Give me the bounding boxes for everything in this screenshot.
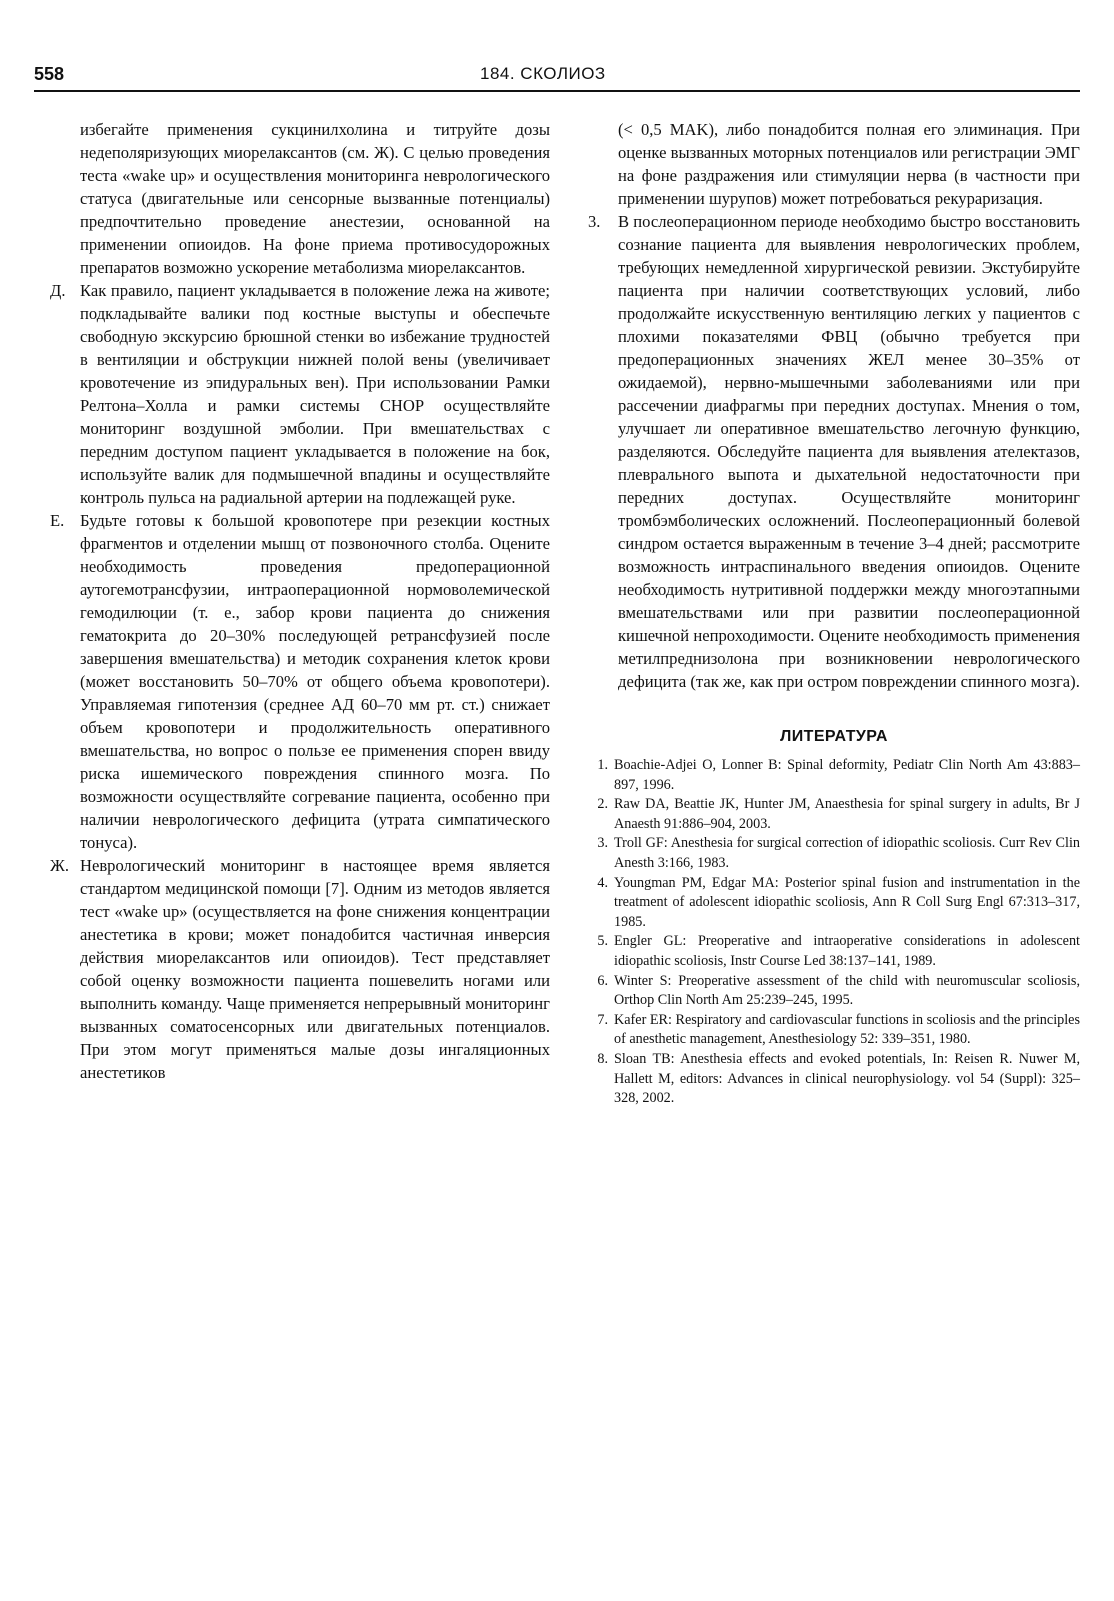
continuation-paragraph: (< 0,5 MAK), либо понадобится полная его элиминация. При оценке вызванных моторных потенциалов или регистрации ЭМГ на фоне раздражения или стимуляции нерва (в частности при применении шурупов) может потребоваться рекураризация. — [618, 120, 1080, 208]
reference-number: 1. — [597, 757, 608, 773]
reference-number: 2. — [597, 796, 608, 813]
reference-item — [588, 1050, 1080, 1109]
list-item-z — [588, 210, 1080, 693]
reference-text: Raw DA, Beattie JK, Hunter JM, Anaesthesia for spinal surgery in adults, Br J Anaesth 91:886–904, 2003. — [614, 796, 1080, 832]
list-item-d — [50, 279, 550, 509]
reference-number: 8. — [597, 1050, 608, 1067]
reference-text: Winter S: Preoperative assessment of the child with neuromuscular scoliosis, Orthop Clin North Am 25:239–245, 1995. — [614, 972, 1080, 1009]
reference-number: 7. — [597, 1011, 608, 1028]
running-head: 184. СКОЛИОЗ — [480, 64, 606, 83]
reference-text: Youngman PM, Edgar MA: Posterior spinal fusion and instrumentation in the treatment of adolescent idiopathic scoliosis, Ann R Coll Surg Engl 67:313–317, 1985. — [614, 874, 1080, 930]
reference-item — [588, 756, 1080, 795]
list-item-text: В послеоперационном периоде необходимо быстро восстановить сознание пациента для выявления неврологических проблем, требующих немедленной хирургической ревизии. Экстубируйте пациента при наличии соответствующих условий, либо продолжайте искусственную вентиляцию легких у пациентов с плохими показателями ФВЦ (обычно требуется при предоперационных значениях ЖЕЛ менее 30–35% от ожидаемой), нервно-мышечными заболеваниями или при рассечении диафрагмы при передних доступах. Мнения о том, улучшает ли оперативное вмешательство легочную функцию, разделяются. Обследуйте пациента для выявления ателектазов, плеврального выпота и дыхательной недостаточности при передних доступах. Осуществляйте мониторинг тромбэмболических осложнений. Послеоперационный болевой синдром остается выраженным в течение 3–4 дней; рассмотрите возможность интраспинального введения опиоидов. Оцените необходимость нутритивной поддержки между многоэтапными вмешательствами или при развитии послеоперационной кишечной непроходимости. Оцените необходимость применения метилпреднизолона при возникновении неврологического дефицита (так же, как при остром повреждении спинного мозга). — [618, 212, 1080, 691]
header-rule — [34, 90, 1080, 92]
reference-item — [588, 795, 1080, 834]
reference-item — [588, 1011, 1080, 1050]
reference-number: 5. — [597, 933, 608, 950]
reference-item — [588, 972, 1080, 1011]
page-number: 558 — [34, 64, 65, 84]
reference-text: Sloan TB: Anesthesia effects and evoked potentials, In: Reisen R. Nuwer M, Hallett M, editors: Advances in clinical neurophysiology. vol 54 (Suppl): 325–328, 2002. — [614, 1050, 1080, 1107]
list-marker: 3. — [588, 212, 601, 231]
reference-item — [588, 874, 1080, 933]
reference-item — [588, 932, 1080, 971]
right-column — [588, 118, 1080, 1109]
list-item-zh — [50, 854, 550, 1084]
intro-paragraph: избегайте применения сукцинилхолина и титруйте дозы недеполяризующих миорелаксантов (см. Ж). С целью проведения теста «wake up» и осуществления мониторинга неврологического статуса (двигательные или сенсорные вызванные потенциалы) предпочтительно проведение анестезии, основанной на применении опиоидов. На фоне приема противосудорожных препаратов возможно ускорение метаболизма миорелаксантов. — [80, 120, 550, 277]
list-marker: Ж. — [50, 856, 70, 875]
reference-item — [588, 834, 1080, 873]
list-marker: Д. — [50, 281, 66, 300]
list-item-text: Будьте готовы к большой кровопотере при резекции костных фрагментов и отделении мышц от позвоночного столба. Оцените необходимость проведения предоперационной аутогемотрансфузии, интраоперационной нормоволемической гемодилюции (т. е., забор крови пациента до снижения гематокрита до 20–30% последующей ретрансфузией после завершения вмешательства) и методик сохранения клеток крови (может восстановить 50–70% от общего объема кровопотери). Управляемая гипотензия (среднее АД 60–70 мм рт. ст.) снижает объем кровопотери и продолжительность оперативного вмешательства, но вопрос о пользе ее применения спорен ввиду риска ишемического повреждения спинного мозга. По возможности осуществляйте согревание пациента, особенно при наличии неврологического дефицита (утрата симпатического тонуса). — [80, 511, 550, 852]
reference-number: 6. — [597, 972, 608, 989]
list-item-e — [50, 509, 550, 854]
literature-heading: ЛИТЕРАТУРА — [780, 728, 888, 745]
reference-number: 3. — [597, 835, 608, 852]
reference-text: Boachie-Adjei O, Lonner B: Spinal deformity, Pediatr Clin North Am 43:883–897, 1996. — [614, 757, 1080, 793]
list-item-text: Неврологический мониторинг в настоящее время является стандартом медицинской помощи [7]. Одним из методов является тест «wake up» (осуществляется на фоне снижения концентрации анестетика в крови; может понадобится частичная инверсия действия миорелаксантов или опиоидов). Тест представляет собой оценку возможности пациента пошевелить ногами или выполнить команду. Чаще применяется непрерывный мониторинг вызванных соматосенсорных или двигательных потенциалов. При этом могут применяться малые дозы ингаляционных анестетиков — [80, 856, 550, 1082]
reference-text: Engler GL: Preoperative and intraoperative considerations in adolescent idiopathic scoliosis, Instr Course Led 38:137–141, 1989. — [614, 933, 1080, 969]
reference-number: 4. — [597, 874, 608, 891]
list-marker: Е. — [50, 511, 65, 530]
reference-text: Troll GF: Anesthesia for surgical correction of idiopathic scoliosis. Curr Rev Clin Anesth 3:166, 1983. — [614, 835, 1080, 871]
list-item-text: Как правило, пациент укладывается в положение лежа на животе; подкладывайте валики под костные выступы и обеспечьте свободную экскурсию брюшной стенки во избежание трудностей в вентиляции и обструкции нижней полой вены (увеличивает кровотечение из эпидуральных вен). При использовании Рамки Релтона–Холла и рамки системы CHOP осуществляйте мониторинг воздушной эмболии. При вмешательствах с передним доступом пациент укладывается в положение на бок, используйте валик для подмышечной впадины и осуществляйте контроль пульса на радиальной артерии на подлежащей руке. — [80, 281, 550, 507]
reference-text: Kafer ER: Respiratory and cardiovascular functions in scoliosis and the principles of anesthetic management, Anesthesiology 52: 339–351, 1980. — [614, 1011, 1080, 1048]
left-column — [50, 118, 550, 1084]
